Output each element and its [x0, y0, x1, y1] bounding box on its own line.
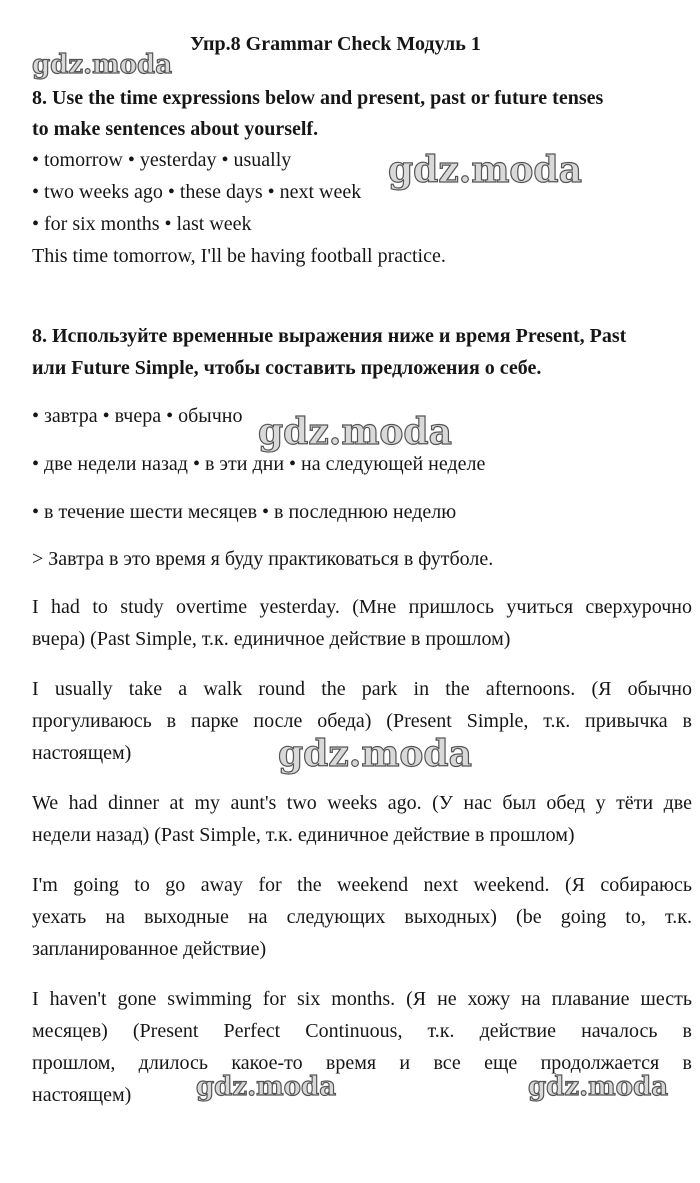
answer-4-line-1: I'm going to go away for the weekend next weekend. (Я собираюсь	[32, 874, 692, 896]
answer-3-line-1: We had dinner at my aunt's two weeks ago. (У нас был обед у тёти две	[32, 792, 692, 814]
answer-4-line-2: уехать на выходные на следующих выходных) (be going to, т.к.	[32, 906, 692, 928]
task-heading-en-line1: 8. Use the time expressions below and present, past or future tenses	[32, 87, 604, 109]
example-sentence-en: This time tomorrow, I'll be having football practice.	[32, 245, 446, 267]
watermark-logo: gdz.moda	[278, 733, 472, 775]
example-sentence-ru: > Завтра в это время я буду практиковаться в футболе.	[32, 548, 494, 570]
answer-1-line-1: I had to study overtime yesterday. (Мне пришлось учиться сверхурочно	[32, 596, 692, 618]
answer-3-line-2: недели назад) (Past Simple, т.к. единичное действие в прошлом)	[32, 824, 575, 846]
watermark-logo: gdz.moda	[388, 149, 582, 191]
watermark-logo: gdz.moda	[258, 411, 452, 453]
expression-list-en-2: • two weeks ago • these days • next week	[32, 181, 362, 203]
answer-4-line-3: запланированное действие)	[32, 938, 267, 960]
answer-5-line-1: I haven't gone swimming for six months. (Я не хожу на плавание шесть	[32, 988, 692, 1010]
task-heading-en-line2: to make sentences about yourself.	[32, 118, 319, 140]
expression-list-en-3: • for six months • last week	[32, 213, 252, 235]
answer-5-line-3: прошлом, длилось какое-то время и все еще продолжается в	[32, 1052, 692, 1074]
answer-1-line-2: вчера) (Past Simple, т.к. единичное действие в прошлом)	[32, 628, 511, 650]
answer-5-line-2: месяцев) (Present Perfect Continuous, т.к. действие началось в	[32, 1020, 692, 1042]
answer-2-line-3: настоящем)	[32, 742, 132, 764]
expression-list-en-1: • tomorrow • yesterday • usually	[32, 149, 292, 171]
answer-2-line-1: I usually take a walk round the park in the afternoons. (Я обычно	[32, 678, 692, 700]
page-title: Упр.8 Grammar Check Модуль 1	[190, 33, 481, 55]
watermark-logo: gdz.moda	[196, 1072, 337, 1102]
watermark-logo: gdz.moda	[528, 1072, 669, 1102]
task-heading-ru-line2: или Future Simple, чтобы составить предложения о себе.	[32, 357, 542, 379]
answer-5-line-4: настоящем)	[32, 1084, 132, 1106]
task-heading-ru-line1: 8. Используйте временные выражения ниже и время Present, Past	[32, 325, 627, 347]
answer-2-line-2: прогуливаюсь в парке после обеда) (Present Simple, т.к. привычка в	[32, 710, 692, 732]
expression-list-ru-3: • в течение шести месяцев • в последнюю неделю	[32, 501, 457, 523]
watermark-logo: gdz.moda	[32, 50, 173, 80]
expression-list-ru-1: • завтра • вчера • обычно	[32, 405, 243, 427]
expression-list-ru-2: • две недели назад • в эти дни • на следующей неделе	[32, 453, 486, 475]
